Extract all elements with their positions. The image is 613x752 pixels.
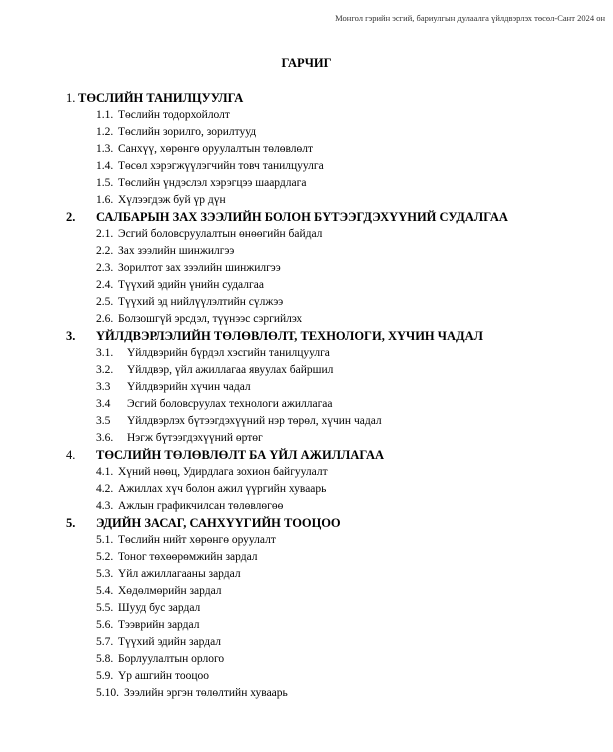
item-label: Шууд бус зардал	[118, 602, 201, 614]
item-number: 5.1.	[96, 534, 114, 546]
item-number: 5.6.	[96, 619, 114, 631]
section-title: ТӨСЛИЙН ТӨЛӨВЛӨЛТ БА ҮЙЛ АЖИЛЛАГАА	[96, 448, 385, 462]
item-label: Тоног төхөөрөмжийн зардал	[118, 551, 258, 563]
toc-item[interactable]	[0, 668, 613, 685]
toc-item[interactable]	[0, 464, 613, 481]
toc-section-3	[0, 328, 613, 447]
item-label: Үр ашгийн тооцоо	[118, 670, 209, 682]
item-label: Үйлдвэрийн хүчин чадал	[127, 381, 251, 393]
toc-item[interactable]	[0, 260, 613, 277]
item-number: 2.4.	[96, 279, 114, 291]
toc-item[interactable]	[0, 107, 613, 124]
toc-item[interactable]	[0, 617, 613, 634]
toc-section-heading[interactable]	[0, 90, 613, 107]
section-number: 5.	[66, 516, 76, 530]
toc-item[interactable]	[0, 498, 613, 515]
running-header: Монгол гэрийн эсгий, бариулгын дулаалга үйлдвэрлэх төсөл-Сант 2024 он	[335, 13, 605, 23]
section-number: 2.	[66, 210, 76, 224]
toc-item[interactable]	[0, 294, 613, 311]
item-label: Эсгий боловсруулах технологи ажиллагаа	[127, 398, 333, 410]
item-label: Төсөл хэрэгжүүлэгчийн товч танилцуулга	[118, 160, 324, 172]
item-number: 2.1.	[96, 228, 114, 240]
item-label: Борлуулалтын орлого	[118, 653, 225, 665]
item-number: 5.5.	[96, 602, 114, 614]
item-label: Нэгж бүтээгдэхүүний өртөг	[127, 432, 263, 444]
item-label: Тээврийн зардал	[118, 619, 200, 631]
item-label: Үйлдвэр, үйл ажиллагаа явуулах байршил	[127, 364, 334, 376]
toc-item[interactable]	[0, 277, 613, 294]
table-of-contents	[0, 90, 613, 702]
toc-item[interactable]	[0, 481, 613, 498]
item-number: 1.1.	[96, 109, 114, 121]
section-number: 3.	[66, 329, 76, 343]
toc-section-1	[0, 90, 613, 209]
item-label: Хүний нөөц, Удирдлага зохион байгуулалт	[118, 466, 328, 478]
item-number: 5.9.	[96, 670, 114, 682]
toc-section-heading[interactable]	[0, 328, 613, 345]
item-label: Үйлдвэрийн бүрдэл хэсгийн танилцуулга	[127, 347, 330, 359]
toc-item[interactable]	[0, 158, 613, 175]
toc-section-4	[0, 447, 613, 515]
item-number: 1.5.	[96, 177, 114, 189]
item-label: Эсгий боловсруулалтын өнөөгийн байдал	[118, 228, 323, 240]
item-label: Зорилтот зах зээлийн шинжилгээ	[118, 262, 281, 274]
item-number: 2.6.	[96, 313, 114, 325]
item-number: 5.4.	[96, 585, 114, 597]
section-title: ТӨСЛИЙН ТАНИЛЦУУЛГА	[78, 91, 244, 105]
toc-section-heading[interactable]	[0, 447, 613, 464]
toc-item[interactable]	[0, 566, 613, 583]
toc-item[interactable]	[0, 634, 613, 651]
toc-item[interactable]	[0, 175, 613, 192]
section-title: ЭДИЙН ЗАСАГ, САНХҮҮГИЙН ТООЦОО	[96, 516, 341, 530]
item-number: 2.3.	[96, 262, 114, 274]
toc-section-heading[interactable]	[0, 515, 613, 532]
item-number: 1.6.	[96, 194, 114, 206]
item-number: 3.3	[96, 381, 111, 393]
item-number: 1.3.	[96, 143, 114, 155]
item-label: Болзошгүй эрсдэл, түүнээс сэргийлэх	[118, 313, 303, 325]
item-number: 5.8.	[96, 653, 114, 665]
item-number: 5.10.	[96, 687, 119, 699]
item-number: 3.6.	[96, 432, 114, 444]
item-label: Түүхий эдийн зардал	[118, 636, 222, 648]
item-label: Төслийн тодорхойлолт	[118, 109, 230, 121]
toc-item[interactable]	[0, 124, 613, 141]
item-number: 5.2.	[96, 551, 114, 563]
item-number: 5.3.	[96, 568, 114, 580]
toc-item[interactable]	[0, 362, 613, 379]
toc-item[interactable]	[0, 413, 613, 430]
item-number: 3.5	[96, 415, 111, 427]
item-number: 1.2.	[96, 126, 114, 138]
section-title: САЛБАРЫН ЗАХ ЗЭЭЛИЙН БОЛОН БҮТЭЭГДЭХҮҮНИЙ СУДАЛГАА	[96, 210, 508, 224]
toc-section-2	[0, 209, 613, 328]
toc-item[interactable]	[0, 430, 613, 447]
toc-item[interactable]	[0, 345, 613, 362]
toc-item[interactable]	[0, 651, 613, 668]
toc-item[interactable]	[0, 243, 613, 260]
toc-item[interactable]	[0, 141, 613, 158]
toc-item[interactable]	[0, 311, 613, 328]
section-title: ҮЙЛДВЭРЛЭЛИЙН ТӨЛӨВЛӨЛТ, ТЕХНОЛОГИ, ХҮЧИН ЧАДАЛ	[96, 329, 483, 343]
item-number: 2.5.	[96, 296, 114, 308]
item-label: Ажиллах хүч болон ажил үүргийн хуваарь	[118, 483, 327, 495]
item-label: Үйлдвэрлэх бүтээгдэхүүний нэр төрөл, хүчин чадал	[127, 415, 382, 427]
item-label: Хөдөлмөрийн зардал	[118, 585, 222, 597]
item-label: Түүхий эд нийлүүлэлтийн сүлжээ	[118, 296, 284, 308]
toc-item[interactable]	[0, 549, 613, 566]
item-number: 3.2.	[96, 364, 114, 376]
section-number: 1.	[66, 91, 76, 105]
item-number: 2.2.	[96, 245, 114, 257]
item-number: 4.1.	[96, 466, 114, 478]
item-label: Ажлын графикчилсан төлөвлөгөө	[118, 500, 284, 512]
item-label: Зээлийн эргэн төлөлтийн хуваарь	[124, 687, 288, 699]
toc-item[interactable]	[0, 600, 613, 617]
toc-item[interactable]	[0, 583, 613, 600]
item-number: 5.7.	[96, 636, 114, 648]
item-label: Санхүү, хөрөнгө оруулалтын төлөвлөлт	[118, 143, 314, 155]
item-label: Түүхий эдийн үнийн судалгаа	[118, 279, 264, 291]
item-label: Зах зээлийн шинжилгээ	[118, 245, 235, 257]
item-label: Үйл ажиллагааны зардал	[118, 568, 241, 580]
item-label: Төслийн зорилго, зорилтууд	[118, 126, 257, 138]
toc-title: ГАРЧИГ	[281, 56, 332, 70]
toc-section-heading[interactable]	[0, 209, 613, 226]
toc-item[interactable]	[0, 379, 613, 396]
toc-item[interactable]	[0, 532, 613, 549]
toc-section-5	[0, 515, 613, 702]
section-number: 4.	[66, 448, 76, 462]
item-number: 4.3.	[96, 500, 114, 512]
toc-item[interactable]	[0, 226, 613, 243]
item-number: 4.2.	[96, 483, 114, 495]
toc-item[interactable]	[0, 192, 613, 209]
item-label: Төслийн үндэслэл хэрэгцээ шаардлага	[118, 177, 307, 189]
item-number: 1.4.	[96, 160, 114, 172]
item-number: 3.1.	[96, 347, 114, 359]
toc-item[interactable]	[0, 396, 613, 413]
toc-item[interactable]	[0, 685, 613, 702]
item-label: Төслийн нийт хөрөнгө оруулалт	[118, 534, 276, 546]
item-number: 3.4	[96, 398, 111, 410]
item-label: Хүлээгдэж буй үр дүн	[118, 194, 226, 206]
